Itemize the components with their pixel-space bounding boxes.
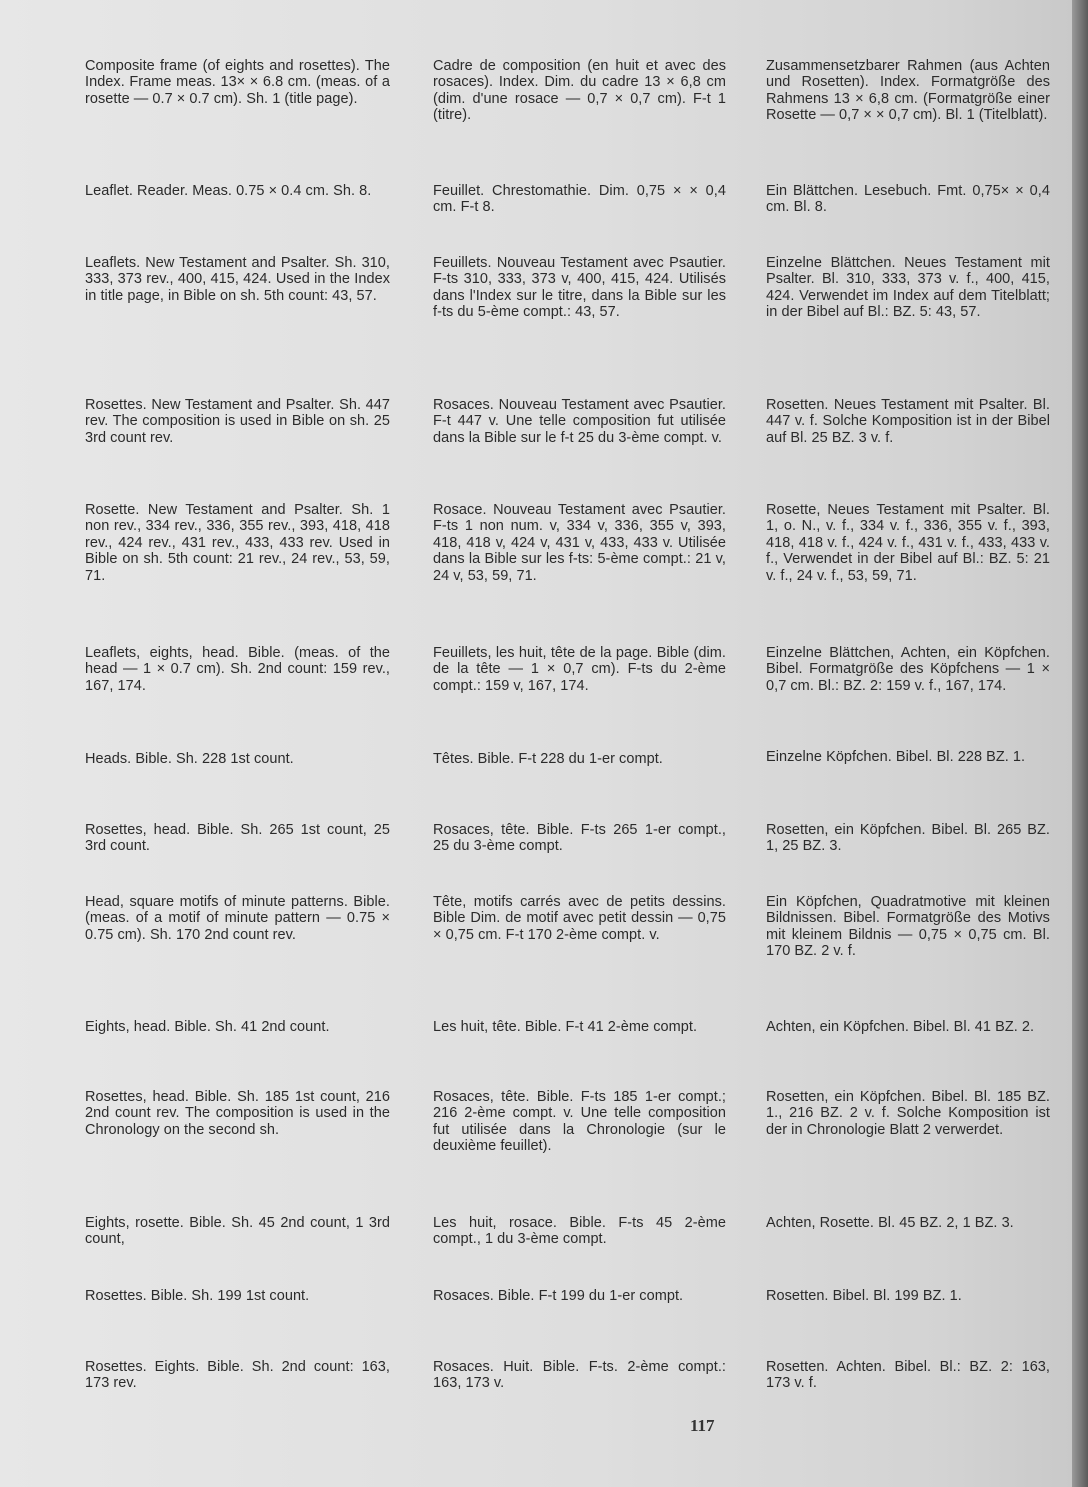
entry-10-french: Les huit, tête. Bible. F-t 41 2-ème compt.	[433, 1019, 698, 1035]
entry-14-german: Rosetten. Achten. Bibel. Bl.: BZ. 2: 163, 173 v. f.	[766, 1359, 1050, 1392]
entry-1-german: Zusammensetzbarer Rahmen (aus Achten und Rosetten). Index. Formatgröße des Rahmens 13 × 6,8 cm. (Formatgröße einer Rosette — 0,7 × × 0,7 cm). Bl. 1 (Titelblatt).	[766, 58, 1050, 124]
entry-3-english: Leaflets. New Testament and Psalter. Sh. 310, 333, 373 rev., 400, 415, 424. Used in the Index in title page, in Bible on sh. 5th count: 43, 57.	[85, 255, 390, 304]
page-number: 117	[690, 1416, 715, 1435]
entry-12-german: Achten, Rosette. Bl. 45 BZ. 2, 1 BZ. 3.	[766, 1215, 1014, 1231]
entry-14-french: Rosaces. Huit. Bible. F-ts. 2-ème compt.: 163, 173 v.	[433, 1359, 726, 1392]
entry-6-french: Feuillets, les huit, tête de la page. Bible (dim. de la tête — 1 × 0,7 cm). F-ts du 2-ème compt.: 159 v, 167, 174.	[433, 645, 726, 694]
entry-9-english: Head, square motifs of minute patterns. Bible. (meas. of a motif of minute pattern — 0.75 × 0.75 cm). Sh. 170 2nd count rev.	[85, 894, 390, 943]
entry-4-german: Rosetten. Neues Testament mit Psalter. Bl. 447 v. f. Solche Komposition ist in der Bibel auf Bl. 25 BZ. 3 v. f.	[766, 397, 1050, 446]
entry-11-french: Rosaces, tête. Bible. F-ts 185 1-er compt.; 216 2-ème compt. v. Une telle composition fut utilisée dans la Chronologie (sur le deuxième feuillet).	[433, 1089, 726, 1155]
entry-10-german: Achten, ein Köpfchen. Bibel. Bl. 41 BZ. 2.	[766, 1019, 1035, 1035]
entry-3-french: Feuillets. Nouveau Testament avec Psautier. F-ts 310, 333, 373 v, 400, 415, 424. Utilisés dans l'Index sur le titre, dans la Bible sur les f-ts du 5-ème compt.: 43, 57.	[433, 255, 726, 321]
entry-12-english: Eights, rosette. Bible. Sh. 45 2nd count, 1 3rd count,	[85, 1215, 390, 1248]
entry-8-french: Rosaces, tête. Bible. F-ts 265 1-er compt., 25 du 3-ème compt.	[433, 822, 726, 855]
entry-11-german: Rosetten, ein Köpfchen. Bibel. Bl. 185 BZ. 1., 216 BZ. 2 v. f. Solche Komposition ist der in Chronologie Blatt 2 verwerdet.	[766, 1089, 1050, 1138]
entry-4-french: Rosaces. Nouveau Testament avec Psautier. F-t 447 v. Une telle composition fut utilisée dans la Bible sur le f-t 25 du 3-ème compt. v.	[433, 397, 726, 446]
entry-9-german: Ein Köpfchen, Quadratmotive mit kleinen Bildnissen. Bibel. Formatgröße des Motivs mit kleinem Bildnis — 0,75 × 0,75 cm. Bl. 170 BZ. 2 v. f.	[766, 894, 1050, 960]
entry-2-french: Feuillet. Chrestomathie. Dim. 0,75 × × 0,4 cm. F-t 8.	[433, 183, 726, 216]
entry-8-english: Rosettes, head. Bible. Sh. 265 1st count, 25 3rd count.	[85, 822, 390, 855]
entry-13-english: Rosettes. Bible. Sh. 199 1st count.	[85, 1288, 310, 1304]
entry-10-english: Eights, head. Bible. Sh. 41 2nd count.	[85, 1019, 330, 1035]
entry-11-english: Rosettes, head. Bible. Sh. 185 1st count, 216 2nd count rev. The composition is used in the Chronology on the second sh.	[85, 1089, 390, 1138]
entry-1-english: Composite frame (of eights and rosettes). The Index. Frame meas. 13× × 6.8 cm. (meas. of a rosette — 0.7 × 0.7 cm). Sh. 1 (title page).	[85, 58, 390, 107]
entry-7-french: Têtes. Bible. F-t 228 du 1-er compt.	[433, 751, 663, 767]
entry-6-german: Einzelne Blättchen, Achten, ein Köpfchen. Bibel. Formatgröße des Köpfchens — 1 × 0,7 cm. Bl.: BZ. 2: 159 v. f., 167, 174.	[766, 645, 1050, 694]
entry-13-french: Rosaces. Bible. F-t 199 du 1-er compt.	[433, 1288, 684, 1304]
entry-9-french: Tête, motifs carrés avec de petits dessins. Bible Dim. de motif avec petit dessin — 0,75 × 0,75 cm. F-t 170 2-ème compt. v.	[433, 894, 726, 943]
entry-5-german: Rosette, Neues Testament mit Psalter. Bl. 1, o. N., v. f., 334 v. f., 336, 355 v. f., 393, 418, 418 v. f., 424 v. f., 431 v. f., 433, 433 v. f., Verwendet in der Bibel auf Bl.: BZ. 5: 21 v. f., 24 v. f., 53, 59, 71.	[766, 502, 1050, 584]
entry-2-german: Ein Blättchen. Lesebuch. Fmt. 0,75× × 0,4 cm. Bl. 8.	[766, 183, 1050, 216]
entry-3-german: Einzelne Blättchen. Neues Testament mit Psalter. Bl. 310, 333, 373 v. f., 400, 415, 424. Verwendet im Index auf dem Titelblatt; in der Bibel auf Bl.: BZ. 5: 43, 57.	[766, 255, 1050, 321]
entry-5-english: Rosette. New Testament and Psalter. Sh. 1 non rev., 334 rev., 336, 355 rev., 393, 418, 418 rev., 424 rev., 431 rev., 433, 433 rev. Used in Bible on sh. 5th count: 21 rev., 24 rev., 53, 59, 71.	[85, 502, 390, 584]
entry-1-french: Cadre de composition (en huit et avec des rosaces). Index. Dim. du cadre 13 × 6,8 cm (dim. d'une rosace — 0,7 × 0,7 cm). F-t 1 (titre).	[433, 58, 726, 124]
entry-6-english: Leaflets, eights, head. Bible. (meas. of the head — 1 × 0.7 cm). Sh. 2nd count: 159 rev., 167, 174.	[85, 645, 390, 694]
entry-12-french: Les huit, rosace. Bible. F-ts 45 2-ème compt., 1 du 3-ème compt.	[433, 1215, 726, 1248]
entry-5-french: Rosace. Nouveau Testament avec Psautier. F-ts 1 non num. v, 334 v, 336, 355 v, 393, 418, 418 v, 424 v, 431 v, 433, 433 v. Utilisée dans la Bible sur les f-ts: 5-ème compt.: 21 v, 24 v, 53, 59, 71.	[433, 502, 726, 584]
entry-7-german: Einzelne Köpfchen. Bibel. Bl. 228 BZ. 1.	[766, 749, 1026, 765]
entry-8-german: Rosetten, ein Köpfchen. Bibel. Bl. 265 BZ. 1, 25 BZ. 3.	[766, 822, 1050, 855]
entry-4-english: Rosettes. New Testament and Psalter. Sh. 447 rev. The composition is used in Bible on sh. 25 3rd count rev.	[85, 397, 390, 446]
entry-7-english: Heads. Bible. Sh. 228 1st count.	[85, 751, 294, 767]
entry-14-english: Rosettes. Eights. Bible. Sh. 2nd count: 163, 173 rev.	[85, 1359, 390, 1392]
entry-13-german: Rosetten. Bibel. Bl. 199 BZ. 1.	[766, 1288, 962, 1304]
page-edge-shadow	[1072, 0, 1088, 1487]
entry-2-english: Leaflet. Reader. Meas. 0.75 × 0.4 cm. Sh. 8.	[85, 183, 372, 199]
